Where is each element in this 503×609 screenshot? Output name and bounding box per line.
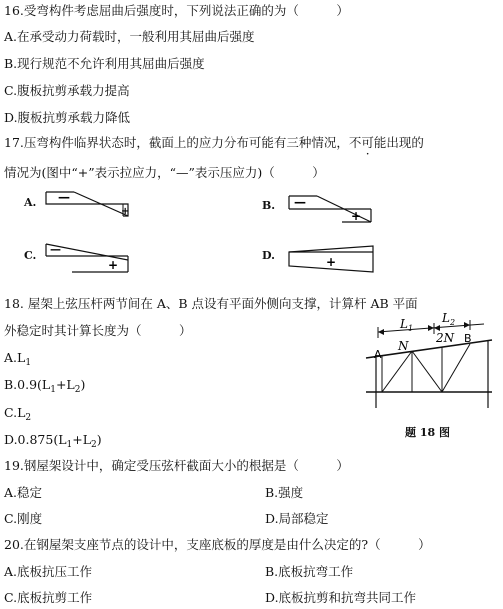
q18-label-l1: $L_1$	[400, 317, 414, 333]
q17-stem-line2: 情况为(图中“+”表示拉应力，“—”表示压应力)（ ）	[4, 165, 325, 180]
q18-point-a: A	[374, 348, 382, 361]
q16-option-a: A.在承受动力荷载时，一般利用其屈曲后强度	[4, 29, 255, 44]
q17-d-plus-sign: +	[326, 255, 337, 269]
q18-diagonal-2	[412, 351, 442, 392]
q19-stem: 19.钢屋架设计中，确定受压弦杆截面大小的根据是（ ）	[4, 458, 349, 473]
q18-force-n: N	[398, 339, 409, 353]
q17-diagram-c	[44, 240, 134, 276]
q18-diagonal-3	[442, 344, 470, 392]
q18-stem-line2: 外稳定时其计算长度为（ ）	[4, 323, 192, 338]
q18-diagonal-1	[382, 351, 412, 392]
q16-option-c: C.腹板抗剪承载力提高	[4, 83, 130, 98]
q20-option-c: C.底板抗剪工作	[4, 590, 93, 605]
q18-top-chord	[366, 340, 492, 358]
q17-diagram-d	[287, 240, 379, 276]
q18-option-d: $D.0.875(L_1+L_2)$	[4, 432, 102, 450]
q18-stem-line1: 18. 屋架上弦压杆两节间在 A、B 点设有平面外侧向支撑，计算杆 AB 平面	[4, 296, 418, 311]
q19-option-d: D.局部稳定	[265, 511, 329, 526]
q17-stem-part2: 出现的	[386, 135, 424, 150]
q17-stem-part1: 17.压弯构件临界状态时，截面上的应力分布可能有三种情况，	[4, 135, 349, 150]
q17-c-plus-sign: +	[108, 258, 119, 272]
q19-option-c: C.刚度	[4, 511, 43, 526]
q20-stem: 20.在钢屋架支座节点的设计中，支座底板的厚度是由什么决定的?（ ）	[4, 537, 431, 552]
q17-diagram-d-label: D.	[262, 249, 275, 262]
q17-diagram-b	[287, 192, 377, 226]
q17-b-minus-sign: —	[294, 195, 306, 209]
q17-stem-line1	[4, 135, 424, 151]
q18-option-b: $B.0.9(L_1+L_2)$	[4, 377, 86, 395]
q20-option-b: B.底板抗弯工作	[265, 564, 354, 579]
q17-emph-text: 不可能	[348, 135, 387, 150]
q17-diagram-a	[44, 188, 134, 218]
q17-a-minus-sign: —	[58, 190, 70, 204]
q17-diagram-c-label: C.	[24, 249, 37, 262]
q20-option-a: A.底板抗压工作	[4, 564, 93, 579]
q19-option-a: A.稳定	[4, 485, 43, 500]
q17-c-minus-sign: —	[50, 243, 61, 256]
q18-option-a: $A.L_1$	[4, 350, 32, 368]
q17-b-plus-sign: +	[351, 209, 362, 223]
q18-truss-figure	[362, 312, 494, 412]
q17-a-plus-sign: +	[121, 206, 130, 217]
q20-option-d: D.底板抗剪和抗弯共同工作	[265, 590, 417, 605]
q17-diagram-b-label: B.	[262, 199, 276, 212]
q19-option-b: B.强度	[265, 485, 304, 500]
q18-option-c: $C.L_2$	[4, 405, 32, 423]
q16-option-d: D.腹板抗剪承载力降低	[4, 110, 131, 125]
q18-point-b: B	[464, 332, 472, 345]
q16-option-b: B.现行规范不允许利用其屈曲后强度	[4, 56, 205, 71]
q18-label-l2: $L_2$	[442, 312, 456, 327]
q17-diagram-a-label: A.	[24, 196, 37, 209]
q17-stem-emphasis	[349, 135, 387, 150]
q18-force-2n: 2N	[436, 331, 455, 345]
q18-figure-caption: 题 18 图	[405, 426, 450, 439]
q16-stem: 16.受弯构件考虑屈曲后强度时，下列说法正确的为（ ）	[4, 3, 349, 18]
